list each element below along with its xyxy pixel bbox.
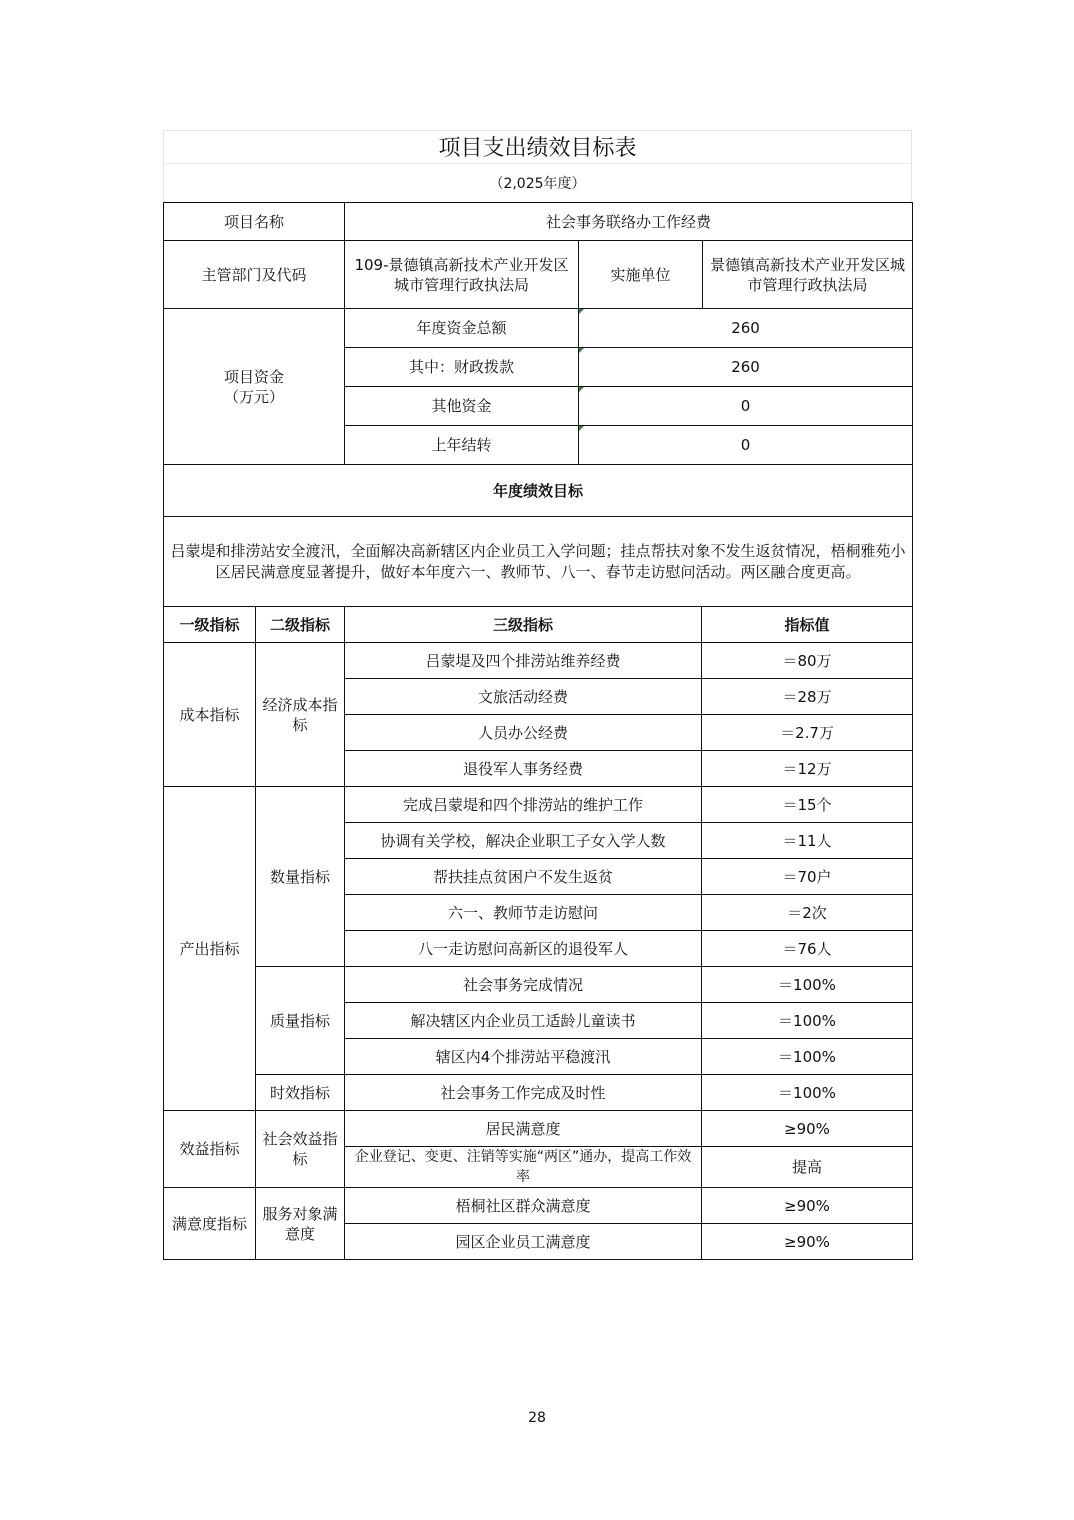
level1-cell: 满意度指标 — [164, 1188, 256, 1260]
level1-cell: 产出指标 — [164, 787, 256, 1111]
level2-cell: 数量指标 — [256, 787, 345, 967]
indicator-value: ＝100% — [702, 1075, 913, 1111]
indicator-header-row — [164, 607, 913, 643]
performance-target-sheet — [163, 130, 912, 1260]
indicator-value: ＝70户 — [702, 859, 913, 895]
implementing-unit-value: 景德镇高新技术产业开发区城市管理行政执法局 — [703, 241, 913, 309]
level3-cell: 辖区内4个排涝站平稳渡汛 — [345, 1039, 702, 1075]
level3-cell: 解决辖区内企业员工适龄儿童读书 — [345, 1003, 702, 1039]
funds-item-value: 0 — [579, 387, 913, 426]
level1-cell: 效益指标 — [164, 1111, 256, 1188]
level3-cell: 退役军人事务经费 — [345, 751, 702, 787]
indicator-value: ＝2次 — [702, 895, 913, 931]
funds-item-label: 年度资金总额 — [345, 309, 579, 348]
level2-cell: 质量指标 — [256, 967, 345, 1075]
level3-cell: 社会事务完成情况 — [345, 967, 702, 1003]
table-row — [164, 1075, 913, 1111]
indicator-value: 提高 — [702, 1147, 913, 1188]
indicator-value: ＝100% — [702, 1003, 913, 1039]
indicator-value: ≥90% — [702, 1188, 913, 1224]
indicator-value: ＝12万 — [702, 751, 913, 787]
department-row — [164, 241, 913, 309]
indicator-value: ＝80万 — [702, 643, 913, 679]
project-name-row — [164, 203, 913, 241]
funds-item-value: 260 — [579, 309, 913, 348]
indicator-value: ＝76人 — [702, 931, 913, 967]
level3-cell: 吕蒙堤及四个排涝站维养经费 — [345, 643, 702, 679]
funds-item-value: 0 — [579, 426, 913, 465]
funds-item-label: 其中：财政拨款 — [345, 348, 579, 387]
funds-row — [164, 309, 913, 348]
indicator-value: ＝100% — [702, 1039, 913, 1075]
page-number: 28 — [528, 1410, 546, 1426]
indicator-value: ＝100% — [702, 967, 913, 1003]
indicator-value: ≥90% — [702, 1111, 913, 1147]
level3-cell: 协调有关学校，解决企业职工子女入学人数 — [345, 823, 702, 859]
level3-cell: 梧桐社区群众满意度 — [345, 1188, 702, 1224]
indicator-value: ＝11人 — [702, 823, 913, 859]
project-name-value: 社会事务联络办工作经费 — [345, 203, 913, 241]
level3-cell: 帮扶挂点贫困户不发生返贫 — [345, 859, 702, 895]
level3-cell: 六一、教师节走访慰问 — [345, 895, 702, 931]
funds-item-label: 其他资金 — [345, 387, 579, 426]
level3-cell: 园区企业员工满意度 — [345, 1224, 702, 1260]
funds-item-label: 上年结转 — [345, 426, 579, 465]
level2-header: 二级指标 — [256, 607, 345, 643]
annual-goal-text: 吕蒙堤和排涝站安全渡汛，全面解决高新辖区内企业员工入学问题；挂点帮扶对象不发生返贫情况，梧桐雅苑小区居民满意度显著提升，做好本年度六一、教师节、八一、春节走访慰问活动。两区融合度更高。 — [164, 517, 913, 607]
level2-cell: 服务对象满意度 — [256, 1188, 345, 1260]
fiscal-year: （2,025年度） — [163, 164, 912, 202]
level2-cell: 社会效益指标 — [256, 1111, 345, 1188]
funds-item-value: 260 — [579, 348, 913, 387]
level1-header: 一级指标 — [164, 607, 256, 643]
indicator-table — [163, 606, 913, 1260]
indicator-value: ＝2.7万 — [702, 715, 913, 751]
table-row — [164, 1188, 913, 1224]
implementing-unit-label: 实施单位 — [579, 241, 703, 309]
level2-cell: 时效指标 — [256, 1075, 345, 1111]
table-row — [164, 1111, 913, 1147]
indicator-value: ＝28万 — [702, 679, 913, 715]
table-row — [164, 787, 913, 823]
indicator-value: ≥90% — [702, 1224, 913, 1260]
level3-cell: 企业登记、变更、注销等实施“两区”通办，提高工作效率 — [345, 1147, 702, 1188]
level3-cell: 人员办公经费 — [345, 715, 702, 751]
goal-header-row — [164, 465, 913, 517]
level3-cell: 文旅活动经费 — [345, 679, 702, 715]
table-row — [164, 643, 913, 679]
department-label: 主管部门及代码 — [164, 241, 345, 309]
department-value: 109-景德镇高新技术产业开发区城市管理行政执法局 — [345, 241, 579, 309]
table-row — [164, 967, 913, 1003]
level2-cell: 经济成本指标 — [256, 643, 345, 787]
level3-cell: 居民满意度 — [345, 1111, 702, 1147]
project-name-label: 项目名称 — [164, 203, 345, 241]
level3-cell: 八一走访慰问高新区的退役军人 — [345, 931, 702, 967]
page-title: 项目支出绩效目标表 — [163, 130, 912, 164]
level1-cell: 成本指标 — [164, 643, 256, 787]
annual-goal-header: 年度绩效目标 — [164, 465, 913, 517]
level3-cell: 完成吕蒙堤和四个排涝站的维护工作 — [345, 787, 702, 823]
indicator-value-header: 指标值 — [702, 607, 913, 643]
project-info-table — [163, 202, 913, 607]
level3-cell: 社会事务工作完成及时性 — [345, 1075, 702, 1111]
funds-label: 项目资金 （万元） — [164, 309, 345, 465]
level3-header: 三级指标 — [345, 607, 702, 643]
indicator-value: ＝15个 — [702, 787, 913, 823]
goal-text-row — [164, 517, 913, 607]
